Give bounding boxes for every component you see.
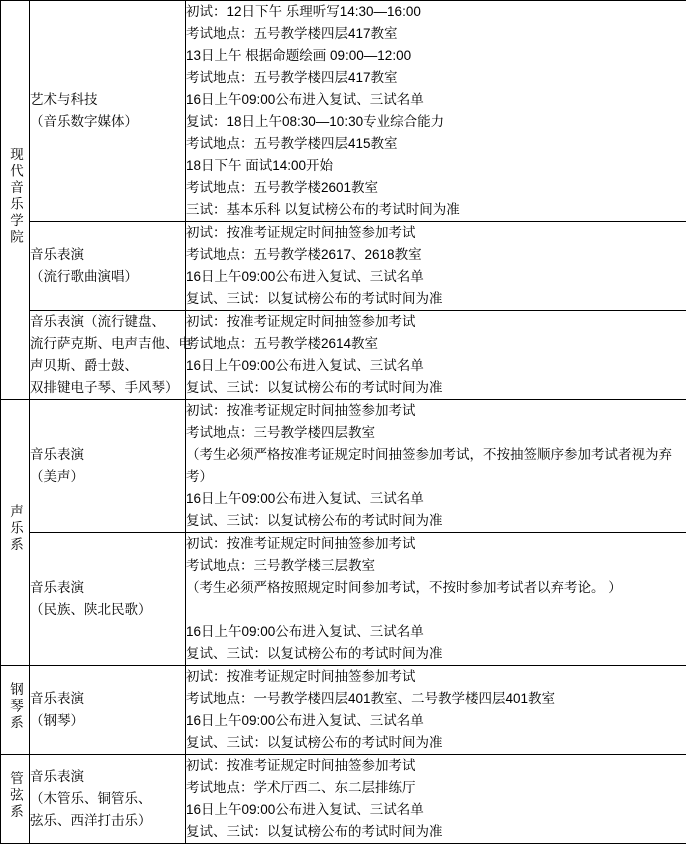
major-cell: [30, 666, 186, 755]
detail-line: 复试、三试：以复试榜公布的考试时间为准: [186, 643, 686, 665]
table-row: [1, 755, 686, 844]
detail-line: 考试地点：三号教学楼三层教室: [186, 555, 686, 577]
major-line: 音乐表演: [30, 244, 185, 266]
detail-line: 16日上午09:00公布进入复试、三试名单: [186, 355, 686, 377]
detail-line: 16日上午09:00公布进入复试、三试名单: [186, 710, 686, 732]
major-line: 音乐表演（流行键盘、: [30, 311, 185, 333]
department-cell-orchestral: [1, 755, 30, 844]
major-line: （音乐数字媒体）: [30, 111, 185, 133]
detail-cell: [186, 311, 686, 400]
department-cell-vocal-music: [1, 400, 30, 666]
major-cell: [30, 755, 186, 844]
major-line: （美声）: [30, 466, 185, 488]
table-body: [1, 1, 686, 844]
table-row: [1, 1, 686, 222]
major-line: 流行萨克斯、电声吉他、电: [30, 333, 185, 355]
department-name: 管弦系: [2, 771, 28, 821]
major-line: 音乐表演: [30, 766, 185, 788]
major-line: 双排键电子琴、手风琴）: [30, 377, 185, 399]
detail-cell: [186, 400, 686, 533]
detail-cell: [186, 1, 686, 222]
department-cell-piano: [1, 666, 30, 755]
major-cell: [30, 400, 186, 533]
major-line: （民族、陕北民歌）: [30, 599, 185, 621]
department-name: 钢琴系: [2, 682, 28, 732]
detail-line: 复试、三试：以复试榜公布的考试时间为准: [186, 732, 686, 754]
detail-line: （考生必须严格按准考证规定时间抽签参加考试，不按抽签顺序参加考试者视为弃考）: [186, 444, 686, 488]
detail-line: 16日上午09:00公布进入复试、三试名单: [186, 488, 686, 510]
detail-line-blank: [186, 599, 686, 621]
detail-line: 复试：18日上午08:30—10:30专业综合能力: [186, 111, 686, 133]
table-row: [1, 311, 686, 400]
detail-line: 考试地点：五号教学楼四层417教室: [186, 67, 686, 89]
table-row: [1, 666, 686, 755]
major-cell: [30, 222, 186, 311]
detail-line: 16日上午09:00公布进入复试、三试名单: [186, 266, 686, 288]
detail-cell: [186, 755, 686, 844]
detail-line: 考试地点：三号教学楼四层教室: [186, 422, 686, 444]
detail-line: 初试：按准考证规定时间抽签参加考试: [186, 755, 686, 777]
major-cell: [30, 533, 186, 666]
detail-line: 初试：按准考证规定时间抽签参加考试: [186, 311, 686, 333]
detail-line: 初试：按准考证规定时间抽签参加考试: [186, 400, 686, 422]
major-line: 音乐表演: [30, 444, 185, 466]
detail-line: 考试地点：一号教学楼四层401教室、二号教学楼四层401教室: [186, 688, 686, 710]
detail-line: 考试地点：五号教学楼四层417教室: [186, 23, 686, 45]
detail-line: 三试：基本乐科 以复试榜公布的考试时间为准: [186, 199, 686, 221]
department-name: 声乐系: [2, 504, 28, 554]
major-cell: [30, 1, 186, 222]
detail-cell: [186, 222, 686, 311]
detail-line: 初试：按准考证规定时间抽签参加考试: [186, 222, 686, 244]
detail-line: 初试：按准考证规定时间抽签参加考试: [186, 666, 686, 688]
department-name: 现代音乐学院: [2, 147, 28, 246]
detail-cell: [186, 533, 686, 666]
detail-line: 复试、三试：以复试榜公布的考试时间为准: [186, 377, 686, 399]
table-row: [1, 222, 686, 311]
detail-line: 16日上午09:00公布进入复试、三试名单: [186, 89, 686, 111]
detail-line: 初试：12日下午 乐理听写14:30—16:00: [186, 1, 686, 23]
major-line: （钢琴）: [30, 710, 185, 732]
detail-line: 考试地点：五号教学楼2617、2618教室: [186, 244, 686, 266]
detail-cell: [186, 666, 686, 755]
major-line: （木管乐、铜管乐、: [30, 788, 185, 810]
detail-line: 16日上午09:00公布进入复试、三试名单: [186, 799, 686, 821]
detail-line: 初试：按准考证规定时间抽签参加考试: [186, 533, 686, 555]
major-line: 音乐表演: [30, 577, 185, 599]
table-row: [1, 400, 686, 533]
detail-line: （考生必须严格按照规定时间参加考试，不按时参加考试者以弃考论。 ）: [186, 577, 686, 599]
detail-line: 考试地点：五号教学楼四层415教室: [186, 133, 686, 155]
detail-line: 复试、三试：以复试榜公布的考试时间为准: [186, 510, 686, 532]
detail-line: 13日上午 根据命题绘画 09:00—12:00: [186, 45, 686, 67]
department-cell-modern-music: [1, 1, 30, 400]
detail-line: 18日下午 面试14:00开始: [186, 155, 686, 177]
detail-line: 16日上午09:00公布进入复试、三试名单: [186, 621, 686, 643]
detail-line: 复试、三试：以复试榜公布的考试时间为准: [186, 288, 686, 310]
detail-line: 考试地点：五号教学楼2614教室: [186, 333, 686, 355]
detail-line: 复试、三试：以复试榜公布的考试时间为准: [186, 821, 686, 843]
major-cell: [30, 311, 186, 400]
detail-line: 考试地点：学术厅西二、东二层排练厅: [186, 777, 686, 799]
major-line: 艺术与科技: [30, 89, 185, 111]
major-line: 声贝斯、爵士鼓、: [30, 355, 185, 377]
major-line: 音乐表演: [30, 688, 185, 710]
major-line: （流行歌曲演唱）: [30, 266, 185, 288]
table-row: [1, 533, 686, 666]
major-line: 弦乐、西洋打击乐）: [30, 810, 185, 832]
detail-line: 考试地点：五号教学楼2601教室: [186, 177, 686, 199]
